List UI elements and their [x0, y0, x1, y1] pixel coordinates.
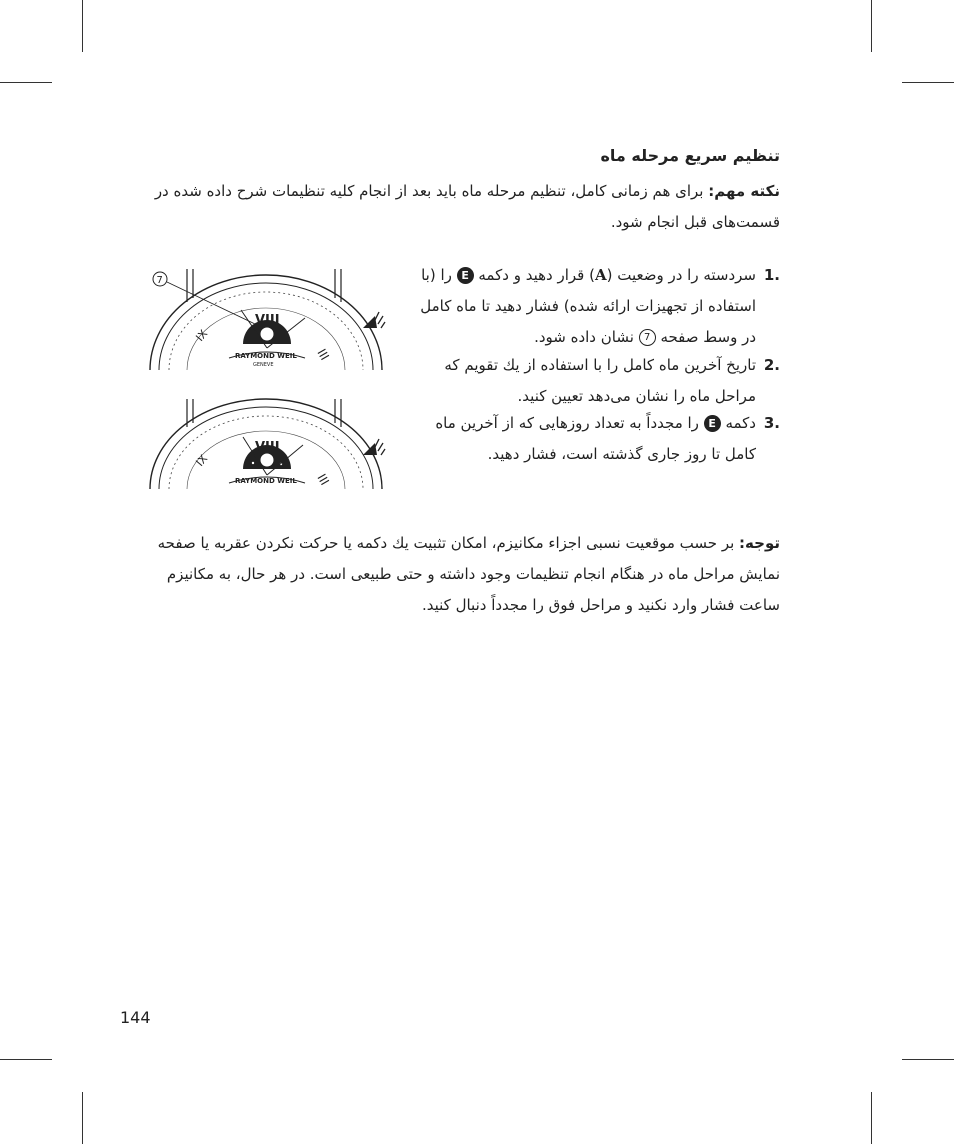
page-number: 144 [120, 1008, 151, 1027]
step-text: سردسته را در وضعیت (A) قرار دهید و دکمه E را (با استفاده از تجهیزات ارائه شده) فشار دهید تا ماه کامل در وسط صفحه 7 نشان داده شود. [420, 266, 756, 346]
crop-mark-left-bottom [0, 1059, 52, 1060]
circled-e-icon: E [457, 267, 474, 284]
note-label: نکته مهم: [708, 182, 780, 200]
step-number: 2. [763, 356, 780, 374]
crop-mark-top-left [82, 0, 83, 52]
step-number: 1. [763, 266, 780, 284]
note-text: برای هم زمانی کامل، تنظیم مرحله ماه باید بعد از انجام کلیه تنظیمات شرح داده شده در قسمت‌های قبل انجام شود. [154, 182, 780, 231]
step-1 [410, 260, 780, 353]
step-text: تاریخ آخرین ماه کامل را با استفاده از یك تقویم که مراحل ماه را نشان می‌دهد تعیین کنید. [444, 356, 756, 405]
press-arrow-icon [363, 439, 385, 455]
step-2 [410, 350, 780, 412]
press-arrow-icon [363, 312, 385, 328]
moon-phase-icon [260, 453, 274, 467]
svg-text:III: III [314, 346, 332, 363]
svg-text:IX: IX [193, 452, 211, 469]
crop-mark-bottom-right [871, 1092, 872, 1144]
section-title: تنظیم سریع مرحله ماه [600, 146, 780, 165]
step-number: 3. [763, 414, 780, 432]
circled-e-icon: E [704, 415, 721, 432]
dial-numeral: VIII [255, 313, 280, 328]
moon-phase-icon [260, 327, 274, 341]
crop-mark-top-right [871, 0, 872, 52]
caution-label: توجه: [739, 534, 780, 552]
svg-text:III: III [314, 471, 332, 488]
caution-note [140, 528, 780, 621]
crown-position-label: A [594, 266, 607, 284]
crop-mark-right-bottom [902, 1059, 954, 1060]
step-text: دکمه E را مجدداً به تعداد روزهایی که از آخرین ماه کامل تا روز جاری گذشته است، فشار دهید. [435, 414, 756, 463]
step-3 [410, 408, 780, 470]
caution-text: بر حسب موقعیت نسبی اجزاء مکانیزم، امکان تثبیت یك دکمه یا حرکت نکردن عقربه یا صفحه نمایش مراحل ماه در هنگام انجام تنظیمات وجود داشته و حتی طبیعی است. در هر حال، به مکانیزم ساعت فشار وارد نکنید و مراحل فوق را مجدداً دنبال کنید. [157, 534, 780, 614]
dial-numeral: VIII [255, 440, 280, 455]
important-note [140, 176, 780, 238]
crop-mark-left-top [0, 82, 52, 83]
brand-city: GENEVE [253, 362, 274, 368]
svg-text:IX: IX [193, 327, 211, 344]
watch-illustration-top [145, 262, 390, 372]
crop-mark-right-top [902, 82, 954, 83]
circled-7-icon: 7 [639, 329, 656, 346]
watch-illustration-bottom [145, 397, 390, 489]
callout-marker: 7 [156, 275, 163, 286]
brand-name: RAYMOND WEIL [235, 352, 297, 360]
crop-mark-bottom-left [82, 1092, 83, 1144]
brand-name: RAYMOND WEIL [235, 477, 297, 485]
